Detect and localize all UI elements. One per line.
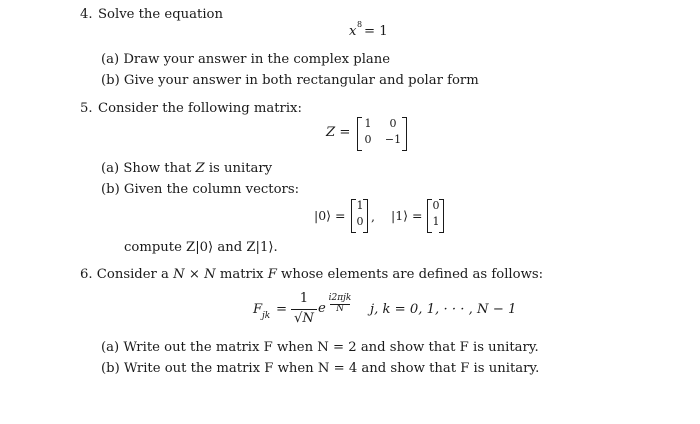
q4-equation-exp: 8 [357,20,363,29]
q6-formula-fraction-bar [291,309,317,310]
q6-formula-base: e [318,301,326,316]
q6-formula-lhs: F [253,302,263,317]
q6-formula-denominator: √N [294,311,314,326]
q4-part-a: (a) Draw your answer in the complex plane [101,52,391,67]
q6-formula-range: j, k = 0, 1, · · · , N − 1 [370,302,517,317]
q6-number: 6. [80,267,93,282]
q5-matrix-cell: 0 [364,133,372,146]
ket0-right-bracket [363,199,368,233]
q5-number: 5. [80,101,93,116]
q5-prompt: Consider the following matrix: [98,101,302,116]
q5-compute: compute Z|0⟩ and Z|1⟩. [124,240,278,255]
q5-part-a-var: Z [195,161,205,176]
q4-equation-var: x [349,24,357,39]
q5-matrix-label: Z = [326,125,351,140]
q5-part-a-post: is unitary [208,161,273,176]
q6-nxn: N × N [173,267,216,282]
q6-prompt-line [80,267,543,283]
q6-F: F [267,267,277,282]
q4-number: 4. [80,7,93,22]
ket0-cell: 1 [356,199,364,212]
ket1-cell: 1 [432,215,440,228]
q5-part-b: (b) Given the column vectors: [101,182,300,197]
q6-prompt-pre: Consider a [96,267,169,282]
q6-formula-exp-denominator: N [336,304,344,314]
q6-part-b: (b) Write out the matrix F when N = 4 and show that F is unitary. [101,361,540,376]
q6-formula-numerator: 1 [299,291,309,306]
q4-equation-rhs: = 1 [364,24,388,39]
q6-formula-equals: = [276,302,288,317]
q5-matrix-cell: −1 [384,133,402,146]
q5-matrix-cell: 1 [364,117,372,130]
ket1-cell: 0 [432,199,440,212]
ket0-label: |0⟩ = [314,208,346,223]
ket-separator: , [371,209,375,224]
q6-prompt-post: whose elements are defined as follows: [281,267,544,282]
q4-prompt: Solve the equation [98,7,223,22]
q5-part-a-pre: (a) Show that [101,161,192,176]
q6-formula-lhs-subscript: jk [262,311,271,321]
q5-matrix-cell: 0 [389,117,397,130]
ket1-right-bracket [439,199,444,233]
ket1-label: |1⟩ = [391,208,423,223]
q5-matrix-right-bracket [402,117,407,151]
q6-part-a: (a) Write out the matrix F when N = 2 and show that F is unitary. [101,340,539,355]
ket0-cell: 0 [356,215,364,228]
q5-part-a [101,161,272,177]
q6-prompt-mid: matrix [219,267,264,282]
q6-formula-exp-numerator: i2πjk [328,293,352,303]
q4-part-b: (b) Give your answer in both rectangular and polar form [101,73,479,88]
